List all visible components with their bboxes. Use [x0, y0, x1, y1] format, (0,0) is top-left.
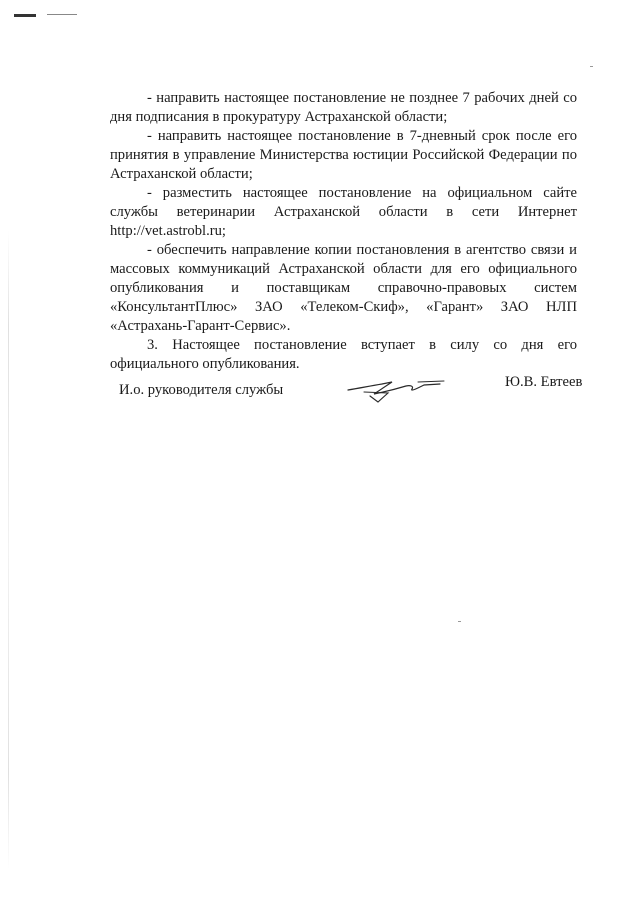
paragraph-effective-date: 3. Настоящее постановление вступает в силу со дня его официального опубликования.: [110, 337, 577, 372]
scan-mark: [47, 14, 77, 15]
scan-mark: [14, 14, 36, 17]
paragraph-publication: - обеспечить направление копии постановления в агентство связи и массовых коммуникаций Астраханской области для его официального опубликования и поставщикам справочно-правовых систем «КонсультантПлюс» ЗАО «Телеком-Скиф», «Гарант» ЗАО НЛП «Астрахань-Гарант-Сервис».: [110, 242, 577, 334]
document-body: [110, 89, 577, 374]
signature-block: [0, 374, 639, 414]
signatory-title: И.о. руководителя службы: [119, 382, 284, 398]
paragraph-website: - разместить настоящее постановление на официальном сайте службы ветеринарии Астраханской области в сети Интернет http://vet.astrobl.ru;: [110, 185, 577, 239]
paragraph-justice-ministry: - направить настоящее постановление в 7-дневный срок после его принятия в управление Министерства юстиции Российской Федерации по Астраханской области;: [110, 128, 577, 182]
handwritten-signature: [340, 372, 450, 406]
scan-dot: [458, 621, 461, 622]
paragraph-prosecutor: - направить настоящее постановление не позднее 7 рабочих дней со дня подписания в прокуратуру Астраханской области;: [110, 90, 577, 125]
signatory-name: Ю.В. Евтеев: [505, 374, 583, 390]
scan-dot: [590, 66, 593, 67]
scan-edge-shadow: [8, 230, 9, 870]
